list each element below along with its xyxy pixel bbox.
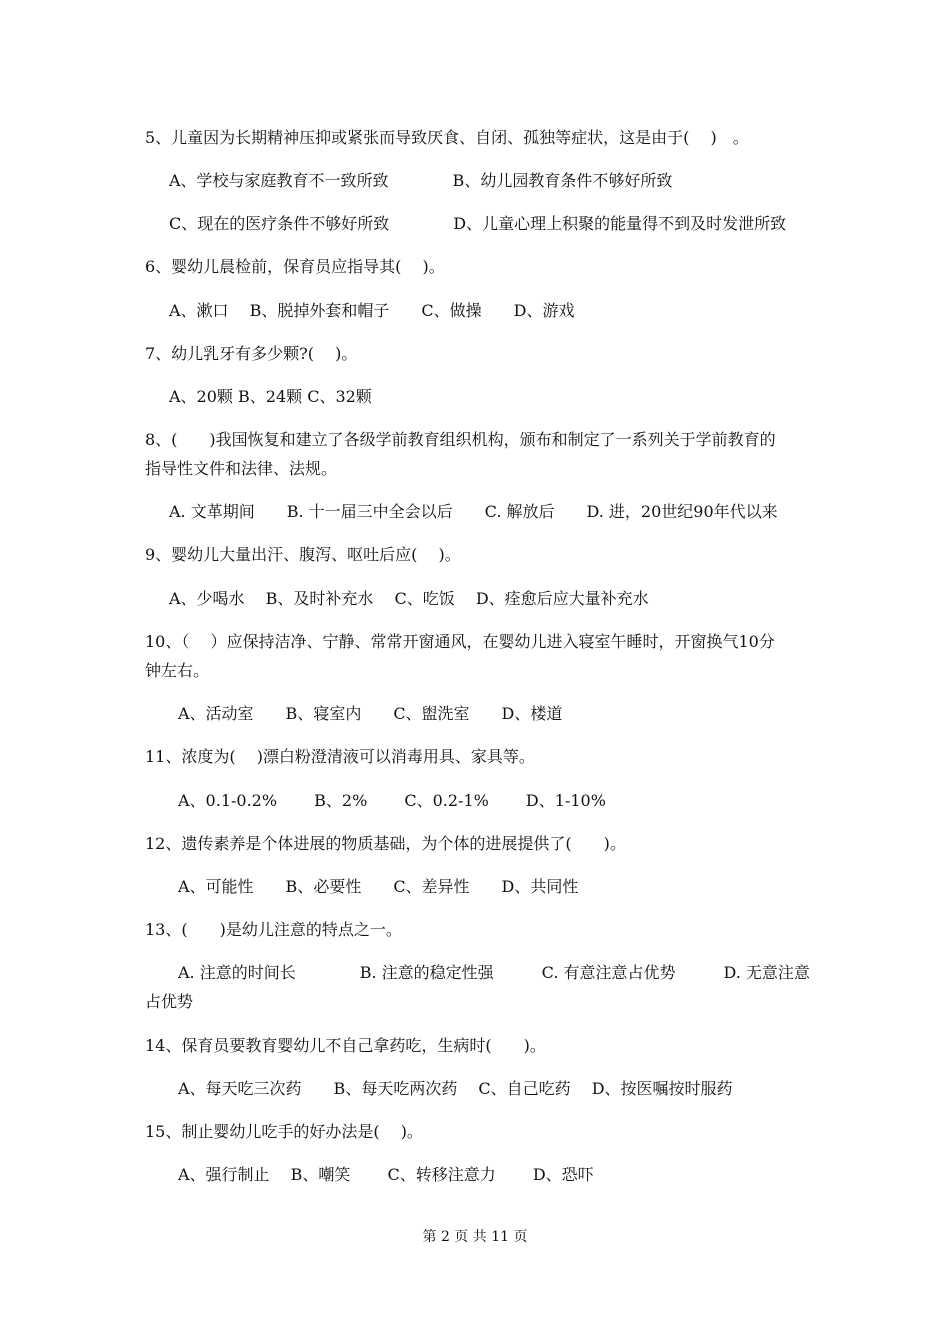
question-7-stem: 7、幼儿乳牙有多少颗?( )。 xyxy=(145,344,358,363)
question-6-stem: 6、婴幼儿晨检前，保育员应指导其( )。 xyxy=(145,257,445,276)
question-14-stem: 14、保育员要教育婴幼儿不自己拿药吃，生病时( )。 xyxy=(145,1036,546,1055)
question-10-options: A、活动室 B、寝室内 C、盥洗室 D、楼道 xyxy=(178,704,563,723)
question-10-stem-line-2: 钟左右。 xyxy=(145,661,210,680)
question-11-options: A、0.1-0.2% B、2% C、0.2-1% D、1-10% xyxy=(178,791,606,810)
question-14-options: A、每天吃三次药 B、每天吃两次药 C、自己吃药 D、按医嘱按时服药 xyxy=(178,1079,733,1098)
question-5-stem: 5、儿童因为长期精神压抑或紧张而导致厌食、自闭、孤独等症状，这是由于( ) 。 xyxy=(145,128,749,147)
question-15-options: A、强行制止 B、嘲笑 C、转移注意力 D、恐吓 xyxy=(178,1165,594,1184)
question-8-stem-line-2: 指导性文件和法律、法规。 xyxy=(145,459,338,478)
question-5-options-row-2: C、现在的医疗条件不够好所致 D、儿童心理上积聚的能量得不到及时发泄所致 xyxy=(169,214,787,233)
question-13-options-line-1: A. 注意的时间长 B. 注意的稳定性强 C. 有意注意占优势 D. 无意注意 xyxy=(178,963,810,982)
question-5-options-row-1: A、学校与家庭教育不一致所致 B、幼儿园教育条件不够好所致 xyxy=(169,171,673,190)
question-9-stem: 9、婴幼儿大量出汗、腹泻、呕吐后应( )。 xyxy=(145,545,461,564)
question-13-options-line-2: 占优势 xyxy=(145,992,194,1011)
question-6-options: A、漱口 B、脱掉外套和帽子 C、做操 D、游戏 xyxy=(169,301,575,320)
page-number-footer: 第 2 页 共 11 页 xyxy=(422,1229,528,1245)
question-11-stem: 11、浓度为( )漂白粉澄清液可以消毒用具、家具等。 xyxy=(145,747,535,766)
question-10-stem-line-1: 10、（ ）应保持洁净、宁静、常常开窗通风，在婴幼儿进入寝室午睡时，开窗换气10分 xyxy=(145,632,775,651)
question-13-stem: 13、( )是幼儿注意的特点之一。 xyxy=(145,920,402,939)
question-8-options: A. 文革期间 B. 十一届三中全会以后 C. 解放后 D. 进，20世纪90年代以来 xyxy=(169,502,778,521)
question-9-options: A、少喝水 B、及时补充水 C、吃饭 D、痊愈后应大量补充水 xyxy=(169,589,649,608)
question-12-options: A、可能性 B、必要性 C、差异性 D、共同性 xyxy=(178,877,579,896)
question-12-stem: 12、遗传素养是个体进展的物质基础，为个体的进展提供了( )。 xyxy=(145,834,626,853)
question-15-stem: 15、制止婴幼儿吃手的好办法是( )。 xyxy=(145,1122,423,1141)
question-7-options: A、20颗 B、24颗 C、32颗 xyxy=(169,387,372,406)
question-8-stem-line-1: 8、( )我国恢复和建立了各级学前教育组织机构，颁布和制定了一系列关于学前教育的 xyxy=(145,430,776,449)
